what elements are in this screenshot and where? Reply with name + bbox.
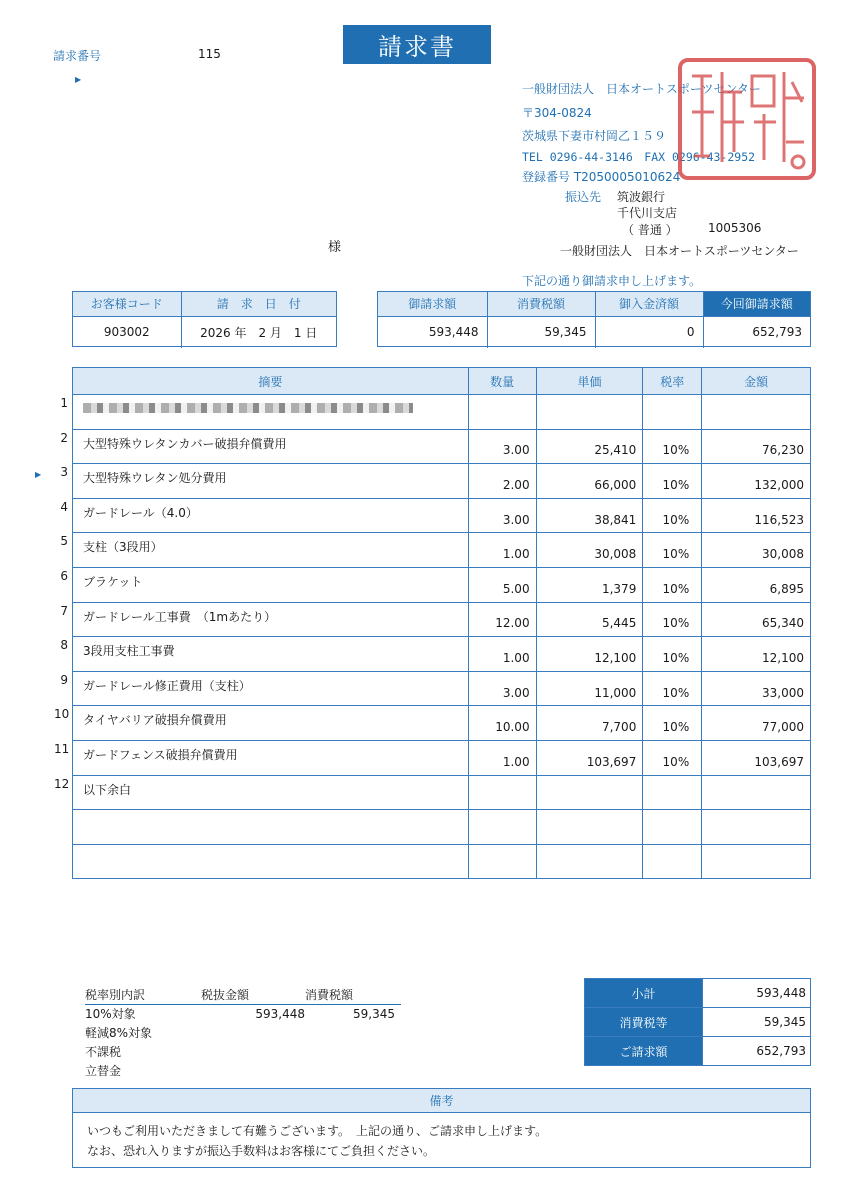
item-unit-price: 12,100 <box>536 637 643 672</box>
item-tax-rate: 10% <box>643 706 702 741</box>
item-description <box>73 844 469 879</box>
notes-header: 備考 <box>73 1089 810 1113</box>
item-tax-rate: 10% <box>643 740 702 775</box>
item-quantity: 2.00 <box>468 464 536 499</box>
invoice-date-header: 請 求 日 付 <box>181 292 336 316</box>
item-unit-price: 38,841 <box>536 498 643 533</box>
item-tax-rate: 10% <box>643 602 702 637</box>
tax-category: 軽減8%対象 <box>85 1026 153 1040</box>
item-description <box>73 395 469 430</box>
row-number: 12 <box>54 776 70 791</box>
item-unit-price: 103,697 <box>536 740 643 775</box>
grand-total-label: ご請求額 <box>585 1037 703 1066</box>
tax-amount <box>305 1024 395 1043</box>
item-tax-rate: 10% <box>643 464 702 499</box>
paid-amount-header: 御入金済額 <box>595 292 703 316</box>
row-number: 10 <box>54 707 70 722</box>
item-amount: 6,895 <box>702 567 811 602</box>
item-tax-rate <box>643 844 702 879</box>
item-amount <box>702 810 811 845</box>
table-row <box>73 498 811 533</box>
tax-breakdown-row <box>85 1062 401 1081</box>
item-quantity: 3.00 <box>468 429 536 464</box>
billed-amount-header: 御請求額 <box>378 292 487 316</box>
current-billing-value: 652,793 <box>752 325 802 340</box>
bank-label: 振込先 <box>565 190 602 204</box>
invoice-number-label: 請求番号 <box>53 49 102 63</box>
invoice-number-value: 115 <box>198 47 221 61</box>
item-description: 支柱（3段用） <box>73 533 469 568</box>
subtotal-value: 593,448 <box>703 979 811 1008</box>
item-amount: 132,000 <box>702 464 811 499</box>
item-quantity <box>468 775 536 810</box>
item-quantity <box>468 810 536 845</box>
tax-total-label: 消費税等 <box>585 1008 703 1037</box>
company-seal-stamp <box>678 58 816 180</box>
row-number: 8 <box>60 638 68 653</box>
item-description: ガードフェンス破損弁償費用 <box>73 740 469 775</box>
row-number: 11 <box>54 742 70 756</box>
item-description <box>73 810 469 845</box>
tax-amount: 59,345 <box>353 1007 395 1021</box>
item-tax-rate: 10% <box>643 533 702 568</box>
item-tax-rate: 10% <box>643 637 702 672</box>
item-unit-price: 7,700 <box>536 706 643 741</box>
item-amount <box>702 844 811 879</box>
tax-amount <box>305 1062 395 1081</box>
tax-category: 不課税 <box>85 1045 122 1059</box>
item-quantity: 1.00 <box>468 740 536 775</box>
row-number: 9 <box>60 672 68 687</box>
item-unit-price: 11,000 <box>536 671 643 706</box>
tax-category: 10%対象 <box>85 1007 136 1021</box>
item-quantity: 10.00 <box>468 706 536 741</box>
tax-amount-value: 59,345 <box>487 316 595 348</box>
item-unit-price: 25,410 <box>536 429 643 464</box>
item-quantity: 3.00 <box>468 498 536 533</box>
account-number: 1005306 <box>708 221 762 235</box>
tax-base-amount: 593,448 <box>255 1007 305 1021</box>
item-description: タイヤバリア破損弁償費用 <box>73 706 469 741</box>
item-description: 大型特殊ウレタンカバー破損弁償費用 <box>73 429 469 464</box>
tax-breakdown-row <box>85 1043 401 1062</box>
table-row <box>73 602 811 637</box>
tax-breakdown-header: 税率別内訳 <box>85 988 146 1002</box>
table-row <box>73 533 811 568</box>
table-row <box>73 671 811 706</box>
current-billing-header: 今回御請求額 <box>703 292 810 316</box>
item-unit-price: 1,379 <box>536 567 643 602</box>
customer-code-value: 903002 <box>73 316 181 348</box>
item-unit-price <box>536 844 643 879</box>
tax-header: 消費税額 <box>305 988 354 1002</box>
bank-name: 筑波銀行 <box>617 190 666 204</box>
col-amount: 金額 <box>702 368 811 395</box>
row-number: 5 <box>60 534 68 549</box>
item-unit-price: 66,000 <box>536 464 643 499</box>
issuer-tel-fax: TEL 0296-44-3146 FAX 0296-43-2952 <box>522 150 756 164</box>
item-tax-rate <box>643 775 702 810</box>
tax-breakdown-row <box>85 1024 401 1043</box>
item-tax-rate <box>643 395 702 430</box>
item-amount: 77,000 <box>702 706 811 741</box>
item-description: 以下余白 <box>73 775 469 810</box>
tax-total-value: 59,345 <box>703 1008 811 1037</box>
item-tax-rate: 10% <box>643 498 702 533</box>
table-row <box>73 429 811 464</box>
customer-honorific: 様 <box>328 240 342 255</box>
subtotal-label: 小計 <box>585 979 703 1008</box>
issuer-address: 茨城県下妻市村岡乙１５９ <box>522 129 667 143</box>
notes-line: なお、恐れ入りますが振込手数料はお客様にてご負担ください。 <box>87 1144 436 1158</box>
item-unit-price: 5,445 <box>536 602 643 637</box>
item-description: ブラケット <box>73 567 469 602</box>
item-unit-price <box>536 810 643 845</box>
invoice-date-value: 2026 年 2 月 1 日 <box>200 325 318 340</box>
table-row <box>73 844 811 879</box>
item-quantity: 1.00 <box>468 533 536 568</box>
tax-base-amount <box>201 1043 305 1062</box>
table-row <box>73 464 811 499</box>
table-row <box>73 706 811 741</box>
paid-amount-value: 0 <box>595 316 703 348</box>
billing-message: 下記の通り御請求申し上げます。 <box>522 274 702 288</box>
item-quantity <box>468 395 536 430</box>
tax-breakdown-row <box>85 1005 401 1024</box>
totals-table <box>584 978 811 1066</box>
line-items-table <box>72 367 811 879</box>
issuer-name: 一般財団法人 日本オートスポーツセンター <box>522 82 761 96</box>
redacted-text <box>83 403 413 413</box>
item-amount <box>702 395 811 430</box>
billed-amount-value: 593,448 <box>378 316 487 348</box>
col-unit-price: 単価 <box>536 368 643 395</box>
tax-base-header: 税抜金額 <box>201 988 250 1002</box>
amount-summary-box <box>377 291 811 347</box>
tax-base-amount <box>201 1024 305 1043</box>
item-amount: 65,340 <box>702 602 811 637</box>
notes-line: いつもご利用いただきまして有難うございます。 上記の通り、ご請求申し上げます。 <box>87 1124 548 1138</box>
item-amount: 76,230 <box>702 429 811 464</box>
col-description: 摘要 <box>73 368 469 395</box>
tax-base-amount <box>201 1062 305 1081</box>
table-row <box>73 395 811 430</box>
tax-category: 立替金 <box>85 1064 122 1078</box>
row-number: 4 <box>60 499 68 514</box>
table-row <box>73 775 811 810</box>
row-number: 3 <box>60 465 68 480</box>
item-unit-price: 30,008 <box>536 533 643 568</box>
tax-amount <box>305 1043 395 1062</box>
item-amount: 33,000 <box>702 671 811 706</box>
item-unit-price <box>536 395 643 430</box>
item-tax-rate <box>643 810 702 845</box>
issuer-registration: 登録番号 T2050005010624 <box>522 170 681 184</box>
item-quantity: 5.00 <box>468 567 536 602</box>
item-description: 大型特殊ウレタン処分費用 <box>73 464 469 499</box>
item-unit-price <box>536 775 643 810</box>
item-description: 3段用支柱工事費 <box>73 637 469 672</box>
item-amount: 12,100 <box>702 637 811 672</box>
tax-amount-header: 消費税額 <box>487 292 595 316</box>
table-row <box>73 810 811 845</box>
account-type: （ 普通 ） <box>622 223 678 237</box>
table-row <box>73 567 811 602</box>
item-amount: 103,697 <box>702 740 811 775</box>
notes-box <box>72 1088 811 1168</box>
item-amount: 116,523 <box>702 498 811 533</box>
item-amount <box>702 775 811 810</box>
customer-code-header: お客様コード <box>73 292 181 316</box>
item-amount: 30,008 <box>702 533 811 568</box>
table-row <box>73 740 811 775</box>
item-quantity: 12.00 <box>468 602 536 637</box>
item-tax-rate: 10% <box>643 671 702 706</box>
issuer-postal: 〒304-0824 <box>522 106 592 120</box>
row-number: 6 <box>60 569 68 583</box>
table-row <box>73 637 811 672</box>
item-quantity <box>468 844 536 879</box>
document-title: 請求書 <box>343 25 491 64</box>
tax-breakdown <box>85 986 401 1081</box>
item-description: ガードレール修正費用（支柱） <box>73 671 469 706</box>
item-tax-rate: 10% <box>643 567 702 602</box>
item-description: ガードレール（4.0） <box>73 498 469 533</box>
item-description: ガードレール工事費 （1mあたり） <box>73 602 469 637</box>
row-marker-icon: ▶ <box>35 470 42 479</box>
row-marker-icon: ▶ <box>75 75 82 84</box>
col-tax-rate: 税率 <box>643 368 702 395</box>
item-quantity: 3.00 <box>468 671 536 706</box>
item-quantity: 1.00 <box>468 637 536 672</box>
row-number: 7 <box>60 603 68 618</box>
item-tax-rate: 10% <box>643 429 702 464</box>
col-quantity: 数量 <box>468 368 536 395</box>
grand-total-value: 652,793 <box>703 1037 811 1066</box>
issuer-name-repeat: 一般財団法人 日本オートスポーツセンター <box>560 244 799 258</box>
row-number: 2 <box>60 430 68 445</box>
row-number: 1 <box>60 396 68 410</box>
customer-info-box <box>72 291 337 347</box>
bank-branch: 千代川支店 <box>617 206 678 220</box>
